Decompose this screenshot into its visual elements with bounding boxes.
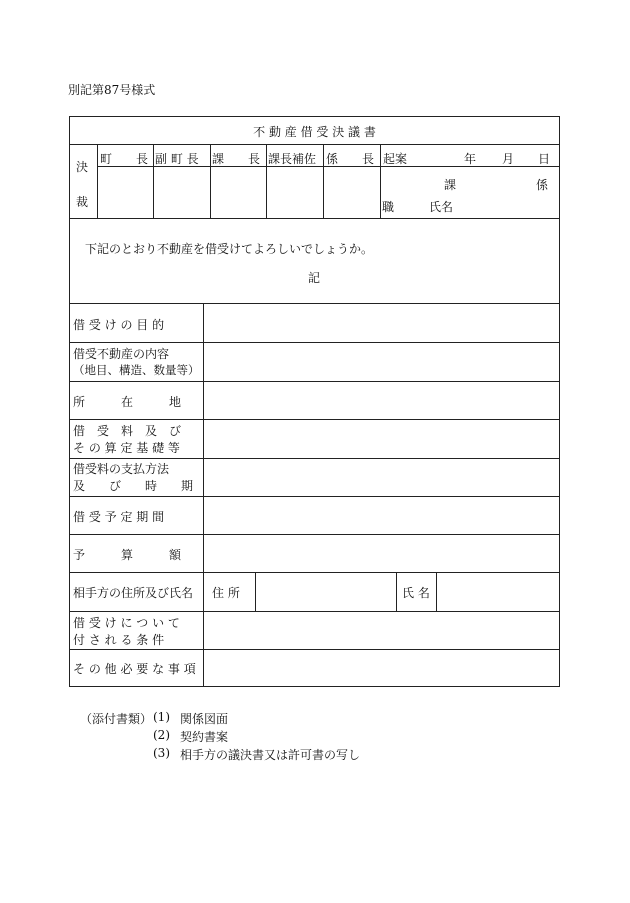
conditions-label-2: 付 さ れ る 条 件 bbox=[73, 633, 165, 647]
attachment-item-2: 契約書案 bbox=[180, 730, 229, 744]
party-address-label: 住 所 bbox=[212, 586, 240, 600]
attachment-item-3: 相手方の議決書又は許可書の写し bbox=[180, 748, 361, 762]
party-name-label: 氏 名 bbox=[402, 586, 430, 600]
form-number: 別記第87号様式 bbox=[68, 83, 156, 97]
attachment-item-1: 関係図面 bbox=[180, 712, 229, 726]
contents-label-2: （地目、構造、数量等） bbox=[73, 363, 200, 377]
col-mayor: 町 長 bbox=[100, 152, 149, 166]
conditions-label-1: 借 受 け に つ い て bbox=[73, 616, 180, 630]
budget-label: 予 算 額 bbox=[73, 548, 182, 562]
contents-label-1: 借受不動産の内容 bbox=[73, 347, 170, 361]
month-label: 月 bbox=[502, 152, 515, 166]
party-label: 相手方の住所及び氏名 bbox=[73, 586, 194, 600]
attachment-num-3: (3) bbox=[153, 746, 170, 760]
approval-label-top: 決 bbox=[76, 160, 89, 174]
fee-label-2: そ の 算 定 基 礎 等 bbox=[73, 441, 180, 455]
position-label: 職 bbox=[382, 200, 395, 214]
subsection-label: 係 bbox=[536, 178, 549, 192]
col-section-chief: 課 長 bbox=[212, 152, 261, 166]
name-label: 氏名 bbox=[429, 200, 454, 214]
col-assistant-chief: 課長補佐 bbox=[268, 152, 317, 166]
payment-label-1: 借受料の支払方法 bbox=[73, 462, 170, 476]
attachments-label: （添付書類） bbox=[80, 712, 153, 726]
day-label: 日 bbox=[538, 152, 551, 166]
purpose-label: 借 受 け の 目 的 bbox=[73, 318, 165, 332]
other-label: そ の 他 必 要 な 事 項 bbox=[73, 662, 196, 676]
attachment-num-1: (1) bbox=[153, 710, 170, 724]
ki-label: 記 bbox=[308, 271, 321, 285]
attachment-num-2: (2) bbox=[153, 728, 170, 742]
form-title: 不 動 産 借 受 決 議 書 bbox=[253, 125, 376, 139]
intro-text: 下記のとおり不動産を借受けてよろしいでしょうか。 bbox=[85, 242, 374, 256]
draft-label: 起案 bbox=[383, 152, 408, 166]
fee-label-1: 借 受 料 及 び bbox=[73, 424, 182, 438]
approval-label-bottom: 裁 bbox=[76, 195, 89, 209]
location-label: 所 在 地 bbox=[73, 395, 182, 409]
payment-label-2: 及 び 時 期 bbox=[73, 479, 194, 493]
col-deputy-mayor: 副 町 長 bbox=[155, 152, 199, 166]
col-subsection-chief: 係 長 bbox=[326, 152, 375, 166]
year-label: 年 bbox=[464, 152, 477, 166]
period-label: 借 受 予 定 期 間 bbox=[73, 510, 165, 524]
section-label: 課 bbox=[444, 178, 457, 192]
